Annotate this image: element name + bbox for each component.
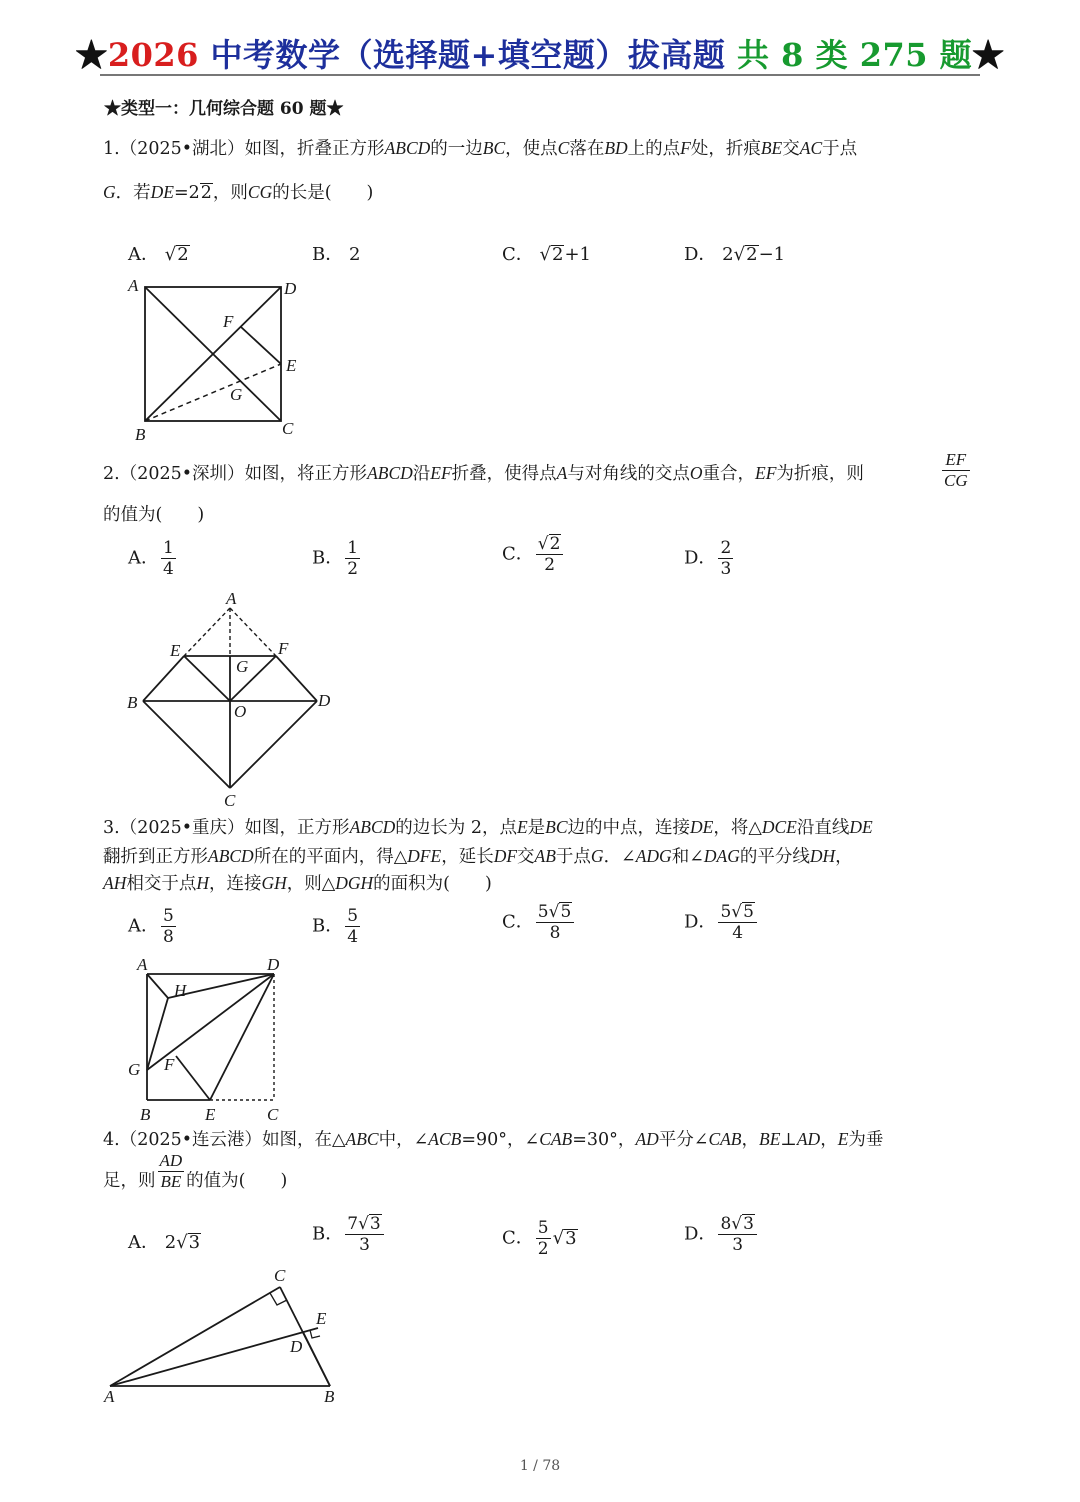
q3-option-b[interactable]: B． $\frac{5}{4}$ (312, 906, 359, 947)
q2-side-bc (143, 701, 230, 788)
question-4-line-1: 4.（2025•连云港）如图，在△ABC中，∠ACB=90°，∠CAB=30°，AD平分∠CAB，BE⊥AD，E为垂 (103, 1129, 884, 1150)
q4-right-angle-e (310, 1330, 320, 1338)
q1-label-g: G (230, 385, 243, 404)
q2-option-b[interactable]: B． $\frac{1}{2}$ (312, 538, 359, 579)
figure-3 (120, 952, 300, 1132)
question-3-line-2: 翻折到正方形ABCD所在的平面内，得△DFE，延长DF交AB于点G．∠ADG和∠DAG的平分线DH， (103, 846, 853, 867)
q4-option-c[interactable]: C． $\frac{5}{2}$ √3 (502, 1218, 577, 1259)
q3-option-c[interactable]: C． $\frac{5√5}{8}$ (502, 902, 576, 943)
star-right-icon: ★ (972, 36, 1005, 74)
figure-1 (120, 272, 320, 447)
q3-label-e: E (205, 1105, 216, 1124)
section-heading: ★类型一：几何综合题 60 题★ (104, 99, 344, 119)
q1-fold-be (145, 364, 281, 421)
q2-dash-ae (184, 608, 230, 656)
q2-side-fd (276, 656, 317, 701)
question-3-line-3: AH相交于点H，连接GH，则△DGH的面积为( ) (103, 873, 492, 894)
q3-segment-ah (147, 974, 168, 998)
figure-4 (96, 1262, 356, 1412)
q2-label-c: C (224, 791, 236, 810)
q4-label-e: E (316, 1309, 327, 1328)
q4-label-c: C (274, 1266, 286, 1285)
q2-label-a: A (226, 589, 237, 608)
q1-option-b[interactable]: B． 2 (312, 244, 361, 265)
q1-option-a[interactable]: A． √2 (128, 244, 189, 265)
q2-dash-af (230, 608, 276, 656)
q2-label-d: D (318, 691, 331, 710)
q2-option-d[interactable]: D． $\frac{2}{3}$ (684, 538, 732, 579)
q3-label-a: A (137, 955, 148, 974)
q4-option-b[interactable]: B． $\frac{7√3}{3}$ (312, 1214, 386, 1255)
q1-option-d[interactable]: D． 2√2−1 (684, 244, 786, 265)
q3-label-b: B (140, 1105, 151, 1124)
q1-label-f: F (223, 312, 234, 331)
question-3-line-1: 3.（2025•重庆）如图，正方形ABCD的边长为 2，点E是BC边的中点，连接DE，将△DCE沿直线DE (103, 817, 873, 838)
q1-label-d: D (284, 279, 297, 298)
question-1-line-1: 1.（2025•湖北）如图，折叠正方形ABCD的一边BC，使点C落在BD上的点F处，折痕BE交AC于点 (103, 138, 858, 159)
q1-option-c[interactable]: C． √2+1 (502, 244, 591, 265)
q2-ratio-fraction: $\frac{EF}{CG}$ (944, 450, 968, 490)
title-year: 2026 (107, 36, 199, 74)
q3-label-h: H (174, 981, 187, 1000)
q2-option-a[interactable]: A． $\frac{1}{4}$ (128, 538, 174, 579)
q4-segment-be (303, 1332, 330, 1386)
q3-label-c: C (267, 1105, 279, 1124)
q1-segment-fe (241, 327, 281, 364)
q4-option-d[interactable]: D． $\frac{8√3}{3}$ (684, 1214, 759, 1255)
question-2-line-2: 的值为( ) (103, 505, 205, 525)
q2-label-f: F (278, 639, 289, 658)
q2-segment-eo (184, 656, 230, 701)
q4-label-b: B (324, 1387, 335, 1406)
q2-label-g: G (236, 657, 249, 676)
q4-option-a[interactable]: A． 2√3 (128, 1232, 201, 1253)
q2-label-b: B (127, 693, 138, 712)
q3-option-d[interactable]: D． $\frac{5√5}{4}$ (684, 902, 759, 943)
q2-label-o: O (234, 702, 247, 721)
q1-label-e: E (286, 356, 297, 375)
q2-label-e: E (170, 641, 181, 660)
q3-segment-de (210, 974, 274, 1100)
question-1-line-2: G．若DE=22，则CG的长是( ) (103, 182, 374, 203)
q3-segment-ef (176, 1056, 210, 1100)
q1-label-b: B (135, 425, 146, 444)
figure-2 (120, 588, 340, 813)
q4-side-ac (110, 1287, 280, 1386)
q2-option-c[interactable]: C． $\frac{√2}{2}$ (502, 534, 565, 575)
q3-option-a[interactable]: A． $\frac{5}{8}$ (128, 906, 174, 947)
question-4-line-2: 足，则 $\frac{AD}{BE}$ 的值为( ) (103, 1151, 288, 1191)
question-2-line-1: 2.（2025•深圳）如图，将正方形ABCD沿EF折叠，使得点A与对角线的交点O重合，EF为折痕，则 (103, 463, 864, 484)
q4-segment-ae (110, 1328, 318, 1386)
title-divider (100, 74, 980, 76)
q3-label-d: D (267, 955, 280, 974)
q1-label-a: A (128, 276, 139, 295)
page-title (0, 30, 1080, 76)
q3-label-f: F (164, 1055, 175, 1074)
star-left-icon: ★ (75, 36, 108, 74)
q4-label-d: D (290, 1337, 303, 1356)
q3-label-g: G (128, 1060, 141, 1079)
page-number: 1 / 78 (519, 1458, 561, 1474)
q2-side-be (143, 656, 184, 701)
q4-label-a: A (104, 1387, 115, 1406)
q1-label-c: C (282, 419, 294, 438)
title-subject: 中考数学（选择题+填空题）拔高题 (210, 36, 726, 74)
title-count: 共 8 类 275 题 (737, 36, 973, 74)
